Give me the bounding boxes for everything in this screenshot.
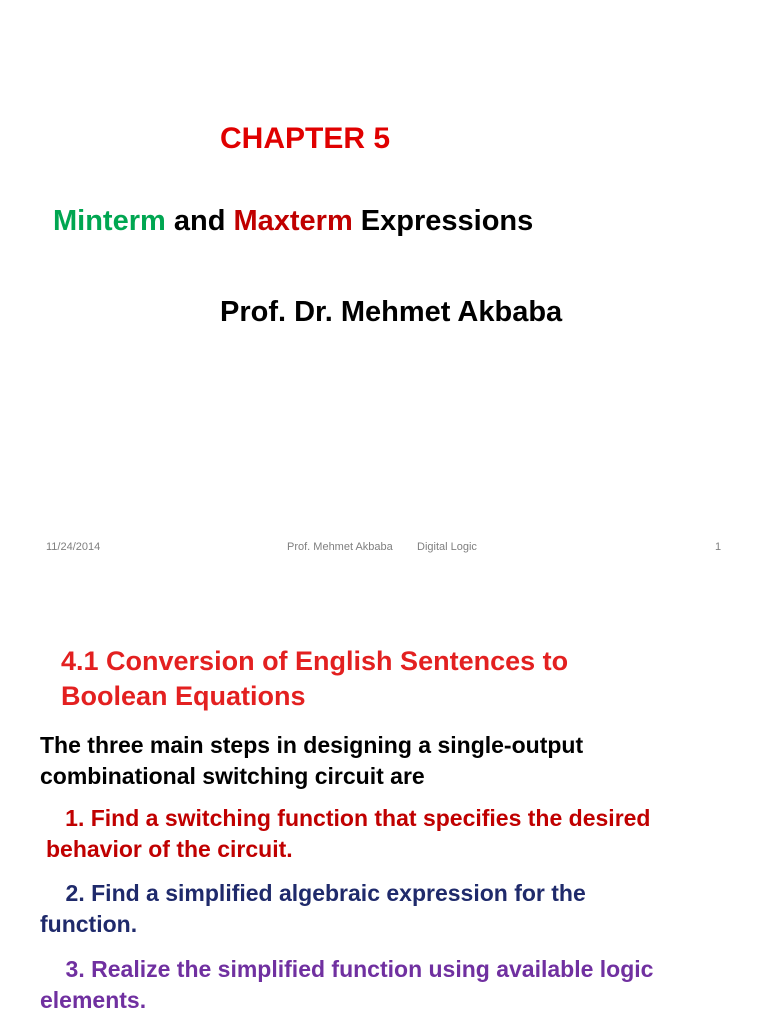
- intro-line-1: The three main steps in designing a single-output: [40, 732, 584, 758]
- subtitle-expressions: Expressions: [352, 205, 534, 237]
- intro-text: [40, 730, 740, 792]
- step-3: [40, 954, 740, 1016]
- step-1-line-2: behavior of the circuit.: [46, 836, 293, 862]
- intro-line-2: combinational switching circuit are: [40, 763, 425, 789]
- author-name: Prof. Dr. Mehmet Akbaba: [220, 296, 563, 328]
- step-1-line-1: 1. Find a switching function that specifies the desired: [46, 805, 651, 831]
- footer-date: 11/24/2014: [46, 541, 101, 553]
- step-2-line-2: function.: [40, 911, 138, 937]
- subtitle-maxterm: Maxterm: [233, 205, 353, 237]
- step-2: [40, 878, 740, 940]
- step-3-line-1: 3. Realize the simplified function using available logic: [40, 956, 654, 982]
- heading-line-2: Boolean Equations: [61, 681, 306, 711]
- step-2-line-1: 2. Find a simplified algebraic expression for the: [40, 880, 586, 906]
- footer-course: Digital Logic: [417, 541, 477, 553]
- section-heading: [61, 644, 741, 714]
- slide-subtitle: [53, 205, 533, 238]
- footer-page-number: 1: [715, 541, 722, 553]
- heading-line-1: 4.1 Conversion of English Sentences to: [61, 646, 569, 676]
- subtitle-minterm: Minterm: [53, 205, 166, 237]
- step-1: [46, 803, 746, 865]
- footer-author: Prof. Mehmet Akbaba: [287, 541, 393, 553]
- step-3-line-2: elements.: [40, 987, 147, 1013]
- content-slide: [0, 576, 768, 1024]
- subtitle-and: and: [165, 205, 234, 237]
- chapter-title: CHAPTER 5: [220, 122, 391, 155]
